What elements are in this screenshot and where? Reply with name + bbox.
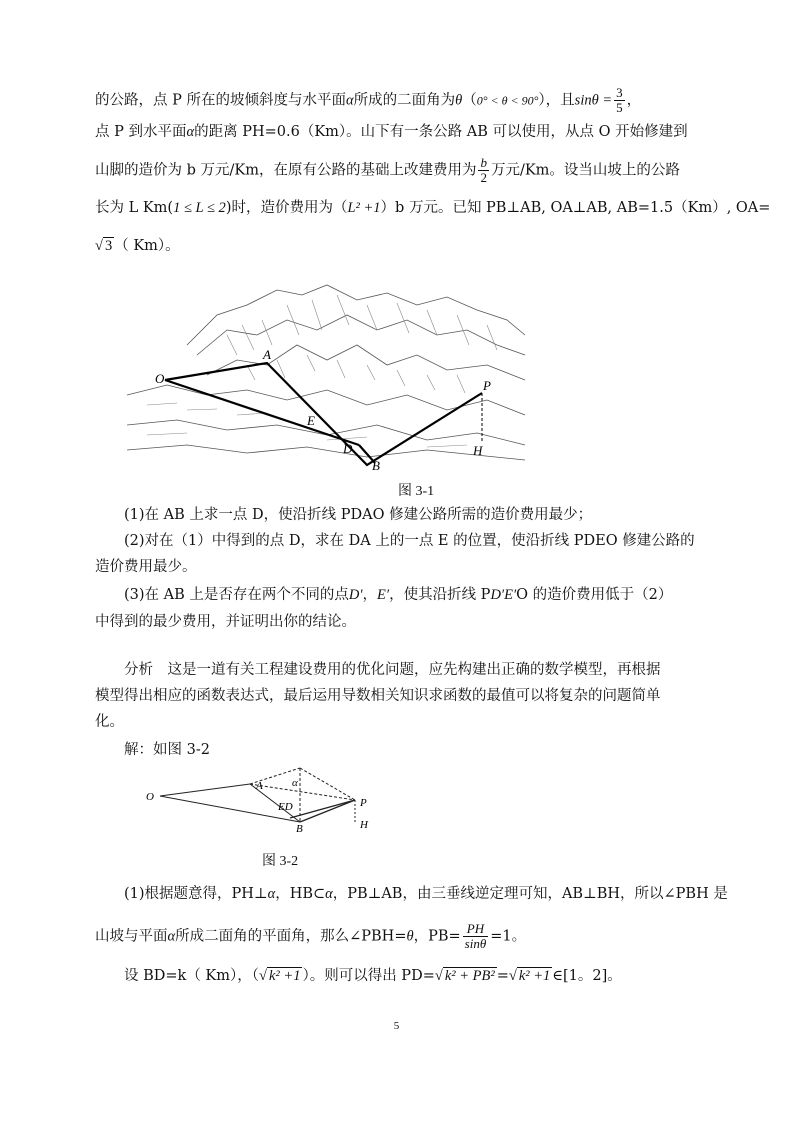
- fig2-label-B: B: [296, 823, 303, 835]
- alpha-symbol: α: [186, 124, 195, 140]
- fig2-label-ED: ED: [278, 801, 293, 813]
- sqrt-k2-1b: √ k² +1: [508, 968, 551, 984]
- sqrt-3: √ 3: [95, 238, 113, 254]
- frac-den: sinθ: [464, 936, 487, 951]
- alpha-symbol: α: [267, 886, 276, 902]
- analysis-line3: 化。: [95, 714, 124, 730]
- text: 万元/Km。设当山坡上的公路: [490, 162, 680, 179]
- radicand: 3: [104, 238, 113, 254]
- text: ，PB⊥AB，由三垂线逆定理可知，AB⊥BH，所以∠PBH 是: [332, 886, 728, 902]
- para1-line2: [95, 122, 725, 142]
- para1-line5: [95, 236, 725, 256]
- text: =1。: [490, 928, 527, 945]
- theta-range: 0° < θ < 90°: [476, 93, 539, 108]
- figure-3-2-caption: 图 3-2: [262, 854, 299, 869]
- frac-num: b: [480, 155, 487, 170]
- para1-line4: [95, 198, 771, 218]
- analysis-line1: 分析 这是一道有关工程建设费用的优化问题，应先构建出正确的数学模型，再根据: [124, 662, 661, 678]
- text: (3)在 AB 上是否存在两个不同的点: [124, 587, 349, 603]
- text: ），且: [538, 92, 575, 109]
- question-3-line2: 中得到的最少费用，并证明出你的结论。: [95, 614, 356, 630]
- label-H: H: [473, 443, 483, 458]
- alpha-symbol: α: [167, 928, 176, 945]
- text: 长为 L Km(: [95, 200, 174, 216]
- d-prime: D′: [348, 587, 363, 603]
- length-range: 1 ≤ L ≤ 2: [173, 200, 226, 216]
- text: 山坡与平面: [95, 928, 168, 945]
- text: )时，造价费用为（: [225, 200, 348, 216]
- fig2-label-alpha: α: [292, 777, 298, 789]
- alpha-symbol: α: [345, 92, 354, 109]
- question-2-line2: 造价费用最少。: [95, 559, 197, 575]
- label-E: E: [307, 413, 315, 428]
- e-prime: E′: [377, 587, 390, 603]
- cost-expression: L² +1: [347, 200, 381, 216]
- para1-line1: [95, 86, 725, 115]
- text: ，: [362, 587, 378, 603]
- question-3-line1: [124, 585, 724, 605]
- frac-num: 3: [616, 85, 623, 100]
- radicand: k² +1: [269, 968, 301, 984]
- path-d-e: D′E′: [490, 587, 517, 603]
- fraction-3-5: [614, 86, 625, 115]
- text: =: [496, 968, 509, 984]
- radicand: k² +1: [518, 968, 551, 984]
- label-D: D: [343, 441, 353, 456]
- text: 所成的二面角为: [353, 92, 456, 109]
- question-1: (1)在 AB 上求一点 D，使沿折线 PDAO 修建公路所需的造价费用最少；: [124, 507, 593, 523]
- text: （: [462, 92, 477, 109]
- text: ，HB⊂: [275, 886, 326, 902]
- text: ）b 万元。已知 PB⊥AB, OA⊥AB, AB=1.5（Km）, OA=: [380, 200, 771, 216]
- text: ∈[1。2]。: [552, 968, 622, 984]
- theta-symbol: θ: [406, 928, 414, 945]
- text: 山脚的造价为 b 万元/Km，在原有公路的基础上改建费用为: [95, 162, 477, 179]
- text: 所成二面角的平面角，那么∠PBH=: [175, 928, 407, 945]
- page-number: 5: [393, 1020, 400, 1032]
- sqrt-k2-pb2: √ k² + PB²: [434, 968, 495, 984]
- text: ）。则可以得出 PD=: [302, 968, 435, 984]
- fig2-label-H: H: [360, 819, 368, 831]
- solution-line2: [95, 922, 725, 951]
- sin-theta: sinθ =: [574, 92, 613, 109]
- fig2-label-P: P: [360, 797, 367, 809]
- label-O: O: [155, 371, 165, 386]
- solution-line3: [124, 966, 724, 986]
- fig2-label-A: A: [256, 780, 263, 792]
- text: 的公路，点 P 所在的坡倾斜度与水平面: [95, 92, 346, 109]
- label-P: P: [483, 378, 491, 393]
- solution-line1: [124, 884, 728, 904]
- fraction-b-2: [478, 156, 489, 185]
- text: 点 P 到水平面: [95, 124, 187, 140]
- radicand: k² + PB²: [444, 968, 495, 984]
- fraction-ph-sin: [463, 922, 489, 951]
- theta-symbol: θ: [455, 92, 463, 109]
- text: （ Km）。: [114, 238, 180, 254]
- para1-line3: [95, 156, 725, 185]
- figure-3-2-diagram: [140, 762, 380, 837]
- text: O 的造价费用低于（2）: [516, 587, 673, 603]
- question-2-line1: (2)对在（1）中得到的点 D，求在 DA 上的一点 E 的位置，使沿折线 PDEO 修建公路的: [124, 533, 695, 549]
- text: ，: [626, 92, 642, 109]
- fig2-label-O: O: [146, 791, 154, 803]
- sqrt-k2-1: √ k² +1: [259, 968, 301, 984]
- text: (1)根据题意得，PH⊥: [124, 886, 268, 902]
- label-A: A: [263, 347, 271, 362]
- text: 的距离 PH=0.6（Km）。山下有一条公路 AB 可以使用，从点 O 开始修建到: [194, 124, 688, 140]
- frac-den: 5: [616, 100, 623, 115]
- text: ，使其沿折线 P: [389, 587, 491, 603]
- label-B: B: [372, 458, 380, 473]
- frac-num: PH: [463, 922, 489, 937]
- figure-3-1-caption: 图 3-1: [398, 484, 435, 499]
- alpha-symbol: α: [325, 886, 333, 902]
- text: 设 BD=k（ Km），（: [124, 968, 260, 984]
- frac-den: 2: [480, 170, 487, 185]
- text: ，PB=: [413, 928, 461, 945]
- figure-3-1-mountain: [127, 275, 527, 475]
- analysis-line2: 模型得出相应的函数表达式，最后运用导数相关知识求函数的最值可以将复杂的问题简单: [95, 688, 661, 704]
- solution-intro: 解：如图 3-2: [124, 742, 210, 758]
